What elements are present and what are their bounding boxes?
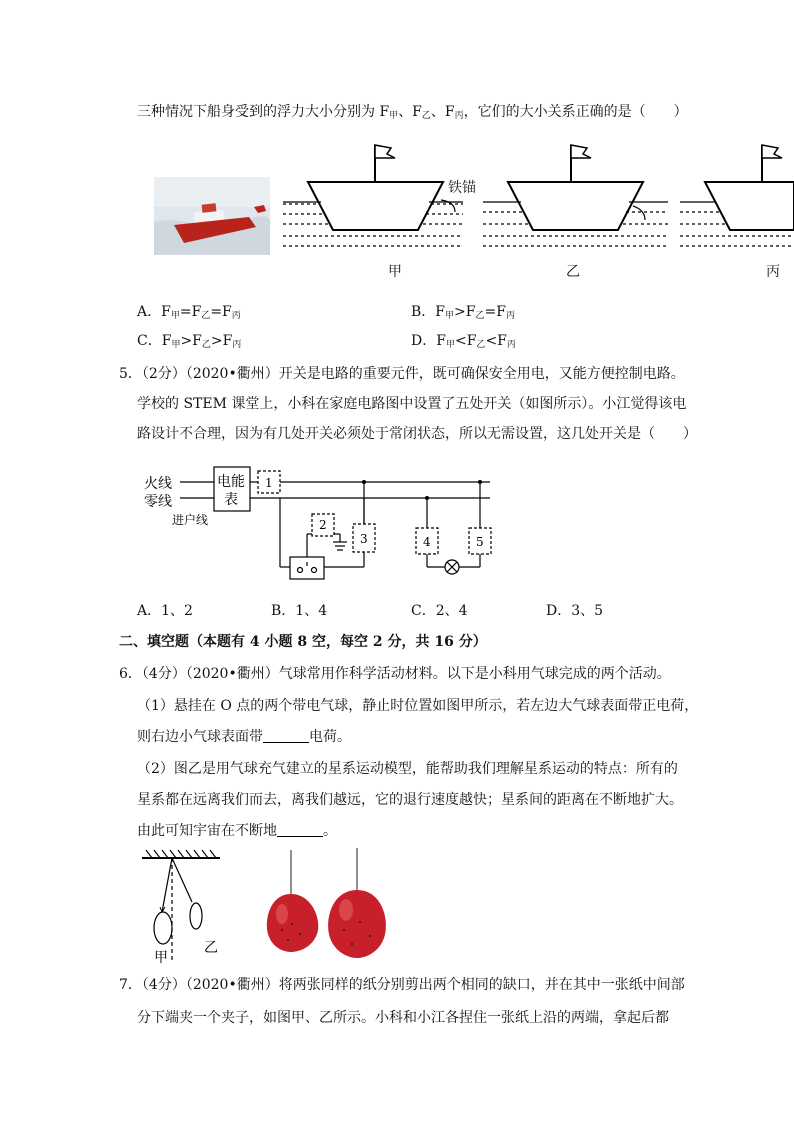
galaxy-balloon-small — [262, 850, 324, 955]
q4-option-b: B．$F_甲>F_乙=F_丙$ — [411, 304, 515, 321]
q6-part-2a: （2）图乙是用气球充气建立的星系运动模型，能帮助我们理解星系运动的特点：所有的 — [137, 761, 678, 777]
q6-part-2b: 星系都在远离我们而去，离我们越远，它的退行速度越快；星系间的距离在不断地扩大。 — [137, 792, 683, 808]
balloon-fig-label-jia: 甲 — [154, 950, 168, 966]
q4-option-a: A．$F_甲=F_乙=F_丙$ — [137, 304, 241, 321]
q6-part-1a: （1）悬挂在 O 点的两个带电气球，静止时位置如图甲所示，若左边大气球表面带正电荷， — [137, 698, 699, 714]
balloon-hanging-figure — [140, 850, 230, 965]
switch-1-label: 1 — [265, 476, 273, 490]
meter-label-2: 表 — [224, 492, 238, 508]
q7-line-1: 7．（4分）（2020•衢州）将两张同样的纸分别剪出两个相同的缺口，并在其中一张纸中间部 — [119, 977, 685, 993]
boat-figure-yi — [483, 140, 673, 250]
q6-line-1: 6．（4分）（2020•衢州）气球常用作科学活动材料。以下是小科用气球完成的两个活动。 — [119, 666, 671, 682]
q6-part-2c: 由此可知宇宙在不断地 。 — [137, 823, 337, 839]
fig-label-yi: 乙 — [566, 264, 580, 280]
blank-2[interactable] — [277, 822, 323, 837]
q5-line-1: 5．（2分）（2020•衢州）开关是电路的重要元件，既可确保安全用电，又能方便控制电路。 — [119, 366, 685, 382]
q7-line-2: 分下端夹一个夹子，如图甲、乙所示。小科和小江各捏住一张纸上沿的两端，拿起后都 — [137, 1010, 669, 1026]
zero-line-label: 零线 — [144, 494, 172, 510]
icebreaker-photo — [154, 177, 270, 255]
boat-figure-bing — [680, 140, 794, 250]
fig-label-bing: 丙 — [766, 264, 780, 280]
q4-stem: 三种情况下船身受到的浮力大小分别为 $F_甲$、$F_乙$、$F_丙$，它们的大小关系正确的是（ ） — [137, 104, 688, 121]
q5-option-a: A．1、2 — [137, 603, 193, 619]
section-2-title: 二、填空题（本题有 4 小题 8 空，每空 2 分，共 16 分） — [119, 634, 487, 650]
q5-option-d: D．3、5 — [546, 603, 604, 619]
switch-5-label: 5 — [476, 535, 484, 549]
galaxy-balloon-large — [326, 848, 388, 960]
fire-line-label: 火线 — [144, 476, 172, 492]
q5-line-3: 路设计不合理，因为有几处开关必须处于常闭状态，所以无需设置，这几处开关是（ ） — [137, 426, 697, 442]
blank-1[interactable] — [263, 728, 309, 743]
switch-2-label: 2 — [319, 518, 327, 532]
q5-option-c: C．2、4 — [411, 603, 468, 619]
q6-part-1b: 则右边小气球表面带 电荷。 — [137, 729, 351, 745]
q4-option-d: D．$F_甲<F_乙<F_丙$ — [411, 333, 516, 350]
meter-label-1: 电能 — [217, 474, 245, 490]
switch-4-label: 4 — [423, 535, 431, 549]
anchor-label: 铁锚 — [448, 180, 476, 196]
circuit-diagram — [140, 462, 500, 587]
q5-line-2: 学校的 STEM 课堂上，小科在家庭电路图中设置了五处开关（如图所示）。小江觉得该电 — [137, 396, 687, 412]
switch-3-label: 3 — [360, 532, 368, 546]
balloon-fig-label-yi: 乙 — [204, 940, 218, 956]
q5-option-b: B．1、4 — [271, 603, 328, 619]
q4-option-c: C．$F_甲>F_乙>F_丙$ — [137, 333, 242, 350]
entry-line-label: 进户线 — [172, 513, 209, 527]
fig-label-jia: 甲 — [388, 264, 402, 280]
